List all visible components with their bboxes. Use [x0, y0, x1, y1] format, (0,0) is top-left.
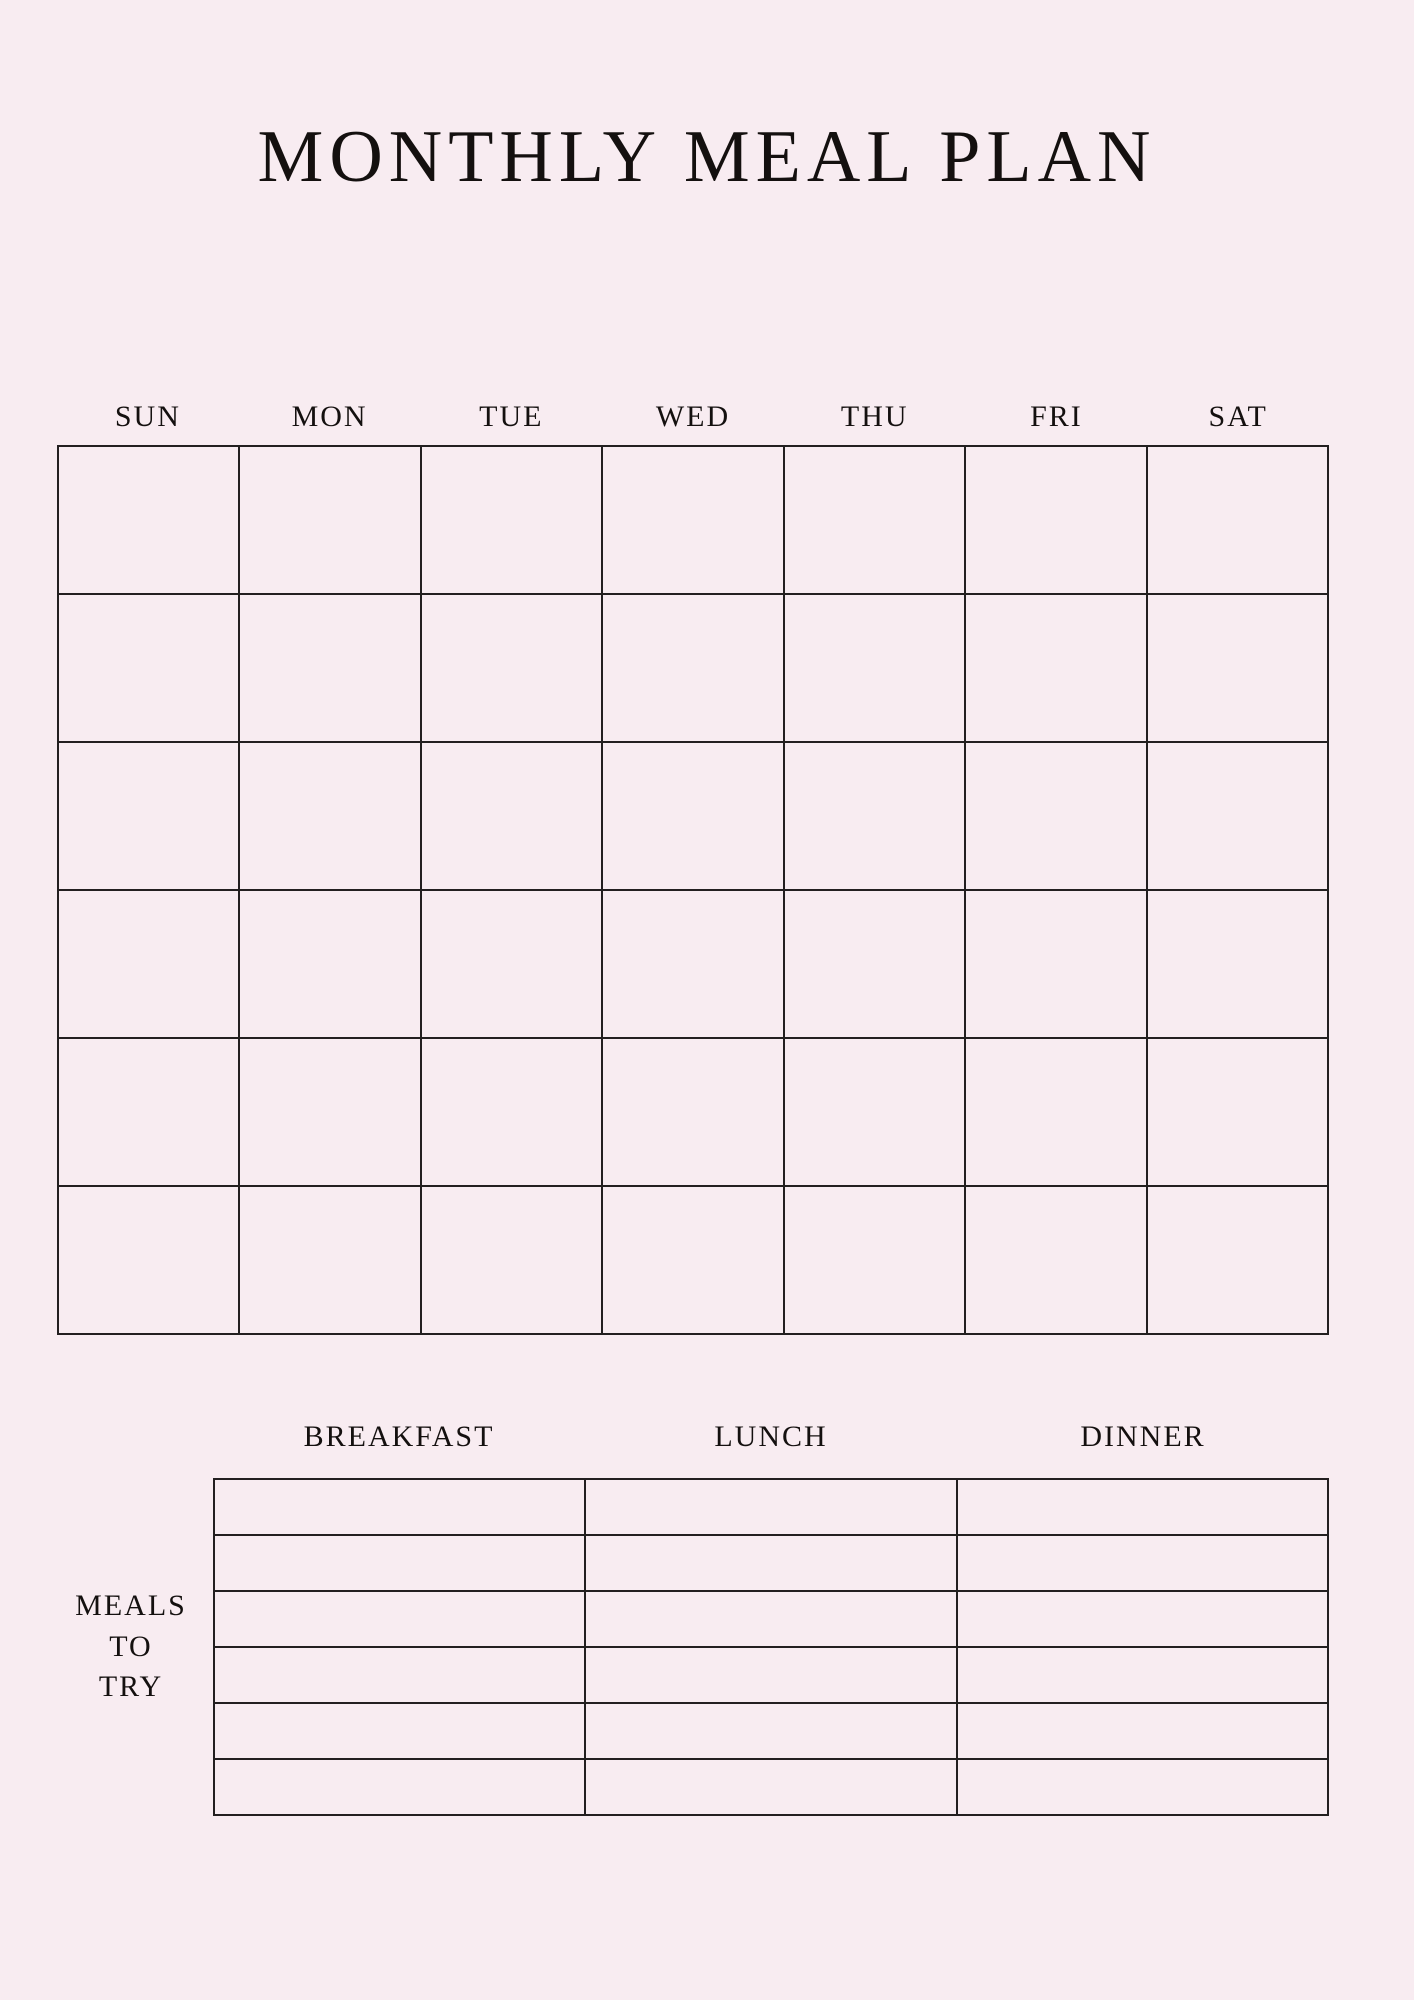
calendar-week-row — [59, 447, 1329, 595]
calendar-day-cell[interactable] — [603, 447, 784, 595]
meals-to-try-label-line-2: TO — [109, 1629, 153, 1663]
table-row — [215, 1648, 1329, 1704]
table-row — [215, 1536, 1329, 1592]
weekday-label-mon: MON — [291, 400, 368, 433]
calendar-day-cell[interactable] — [785, 595, 966, 743]
calendar-day-cell[interactable] — [966, 1187, 1147, 1335]
calendar-day-cell[interactable] — [1148, 447, 1329, 595]
page-title: MONTHLY MEAL PLAN — [257, 116, 1157, 198]
calendar-day-cell[interactable] — [59, 1039, 240, 1187]
weekday-label-tue: TUE — [479, 400, 544, 433]
meals-column-header-row — [213, 1420, 1329, 1468]
table-row — [215, 1760, 1329, 1816]
calendar-week-row — [59, 891, 1329, 1039]
calendar-day-cell[interactable] — [603, 1187, 784, 1335]
weekday-label-thu: THU — [840, 400, 909, 433]
calendar-week-row — [59, 1039, 1329, 1187]
weekday-label-sat: SAT — [1208, 400, 1268, 433]
calendar-day-cell[interactable] — [603, 743, 784, 891]
meals-column-header-lunch: LUNCH — [714, 1420, 828, 1453]
meal-cell-dinner[interactable] — [958, 1704, 1329, 1760]
meal-cell-dinner[interactable] — [958, 1648, 1329, 1704]
calendar-day-cell[interactable] — [422, 447, 603, 595]
weekday-label-sun: SUN — [114, 400, 181, 433]
meal-cell-breakfast[interactable] — [215, 1592, 586, 1648]
calendar-day-cell[interactable] — [966, 743, 1147, 891]
weekday-header-row — [57, 400, 1329, 434]
calendar-day-cell[interactable] — [240, 595, 421, 743]
meals-to-try-table — [213, 1478, 1329, 1816]
meal-cell-lunch[interactable] — [586, 1704, 957, 1760]
calendar-day-cell[interactable] — [59, 1187, 240, 1335]
calendar-day-cell[interactable] — [785, 1039, 966, 1187]
calendar-day-cell[interactable] — [1148, 891, 1329, 1039]
calendar-day-cell[interactable] — [603, 1039, 784, 1187]
calendar-week-row — [59, 743, 1329, 891]
calendar-day-cell[interactable] — [422, 1187, 603, 1335]
meal-cell-breakfast[interactable] — [215, 1648, 586, 1704]
meal-cell-lunch[interactable] — [586, 1480, 957, 1536]
calendar-day-cell[interactable] — [966, 595, 1147, 743]
calendar-day-cell[interactable] — [240, 891, 421, 1039]
meals-to-try-label-line-3: TRY — [98, 1670, 164, 1704]
meal-cell-dinner[interactable] — [958, 1592, 1329, 1648]
meal-cell-lunch[interactable] — [586, 1648, 957, 1704]
calendar-day-cell[interactable] — [422, 743, 603, 891]
meal-cell-dinner[interactable] — [958, 1760, 1329, 1816]
calendar-day-cell[interactable] — [966, 1039, 1147, 1187]
meal-cell-breakfast[interactable] — [215, 1480, 586, 1536]
meal-cell-breakfast[interactable] — [215, 1760, 586, 1816]
calendar-day-cell[interactable] — [785, 447, 966, 595]
calendar-day-cell[interactable] — [785, 1187, 966, 1335]
meals-to-try-label — [57, 1586, 213, 1708]
monthly-calendar — [57, 400, 1329, 1335]
calendar-day-cell[interactable] — [59, 891, 240, 1039]
meals-to-try-body — [57, 1478, 1329, 1816]
meal-cell-dinner[interactable] — [958, 1480, 1329, 1536]
calendar-day-cell[interactable] — [240, 743, 421, 891]
meals-column-header-dinner: DINNER — [1080, 1420, 1206, 1453]
calendar-day-cell[interactable] — [1148, 1039, 1329, 1187]
calendar-day-cell[interactable] — [240, 1187, 421, 1335]
calendar-day-cell[interactable] — [59, 743, 240, 891]
meals-column-header-breakfast: BREAKFAST — [303, 1420, 495, 1453]
calendar-grid — [57, 445, 1329, 1335]
calendar-day-cell[interactable] — [603, 595, 784, 743]
table-row — [215, 1592, 1329, 1648]
meals-to-try-label-line-1: MEALS — [75, 1589, 187, 1623]
meals-to-try-section — [57, 1420, 1329, 1816]
weekday-label-wed: WED — [655, 400, 731, 433]
calendar-week-row — [59, 1187, 1329, 1335]
table-row — [215, 1704, 1329, 1760]
calendar-day-cell[interactable] — [785, 743, 966, 891]
calendar-day-cell[interactable] — [966, 447, 1147, 595]
calendar-day-cell[interactable] — [603, 891, 784, 1039]
calendar-day-cell[interactable] — [422, 891, 603, 1039]
calendar-day-cell[interactable] — [966, 891, 1147, 1039]
calendar-day-cell[interactable] — [422, 595, 603, 743]
calendar-day-cell[interactable] — [1148, 1187, 1329, 1335]
meal-cell-lunch[interactable] — [586, 1760, 957, 1816]
weekday-label-fri: FRI — [1030, 400, 1083, 433]
meal-cell-breakfast[interactable] — [215, 1704, 586, 1760]
meal-cell-dinner[interactable] — [958, 1536, 1329, 1592]
calendar-day-cell[interactable] — [59, 595, 240, 743]
table-row — [215, 1480, 1329, 1536]
calendar-day-cell[interactable] — [1148, 743, 1329, 891]
calendar-day-cell[interactable] — [1148, 595, 1329, 743]
calendar-day-cell[interactable] — [59, 447, 240, 595]
meal-cell-breakfast[interactable] — [215, 1536, 586, 1592]
meal-cell-lunch[interactable] — [586, 1536, 957, 1592]
meal-cell-lunch[interactable] — [586, 1592, 957, 1648]
calendar-day-cell[interactable] — [785, 891, 966, 1039]
calendar-day-cell[interactable] — [240, 447, 421, 595]
calendar-day-cell[interactable] — [422, 1039, 603, 1187]
calendar-week-row — [59, 595, 1329, 743]
calendar-day-cell[interactable] — [240, 1039, 421, 1187]
